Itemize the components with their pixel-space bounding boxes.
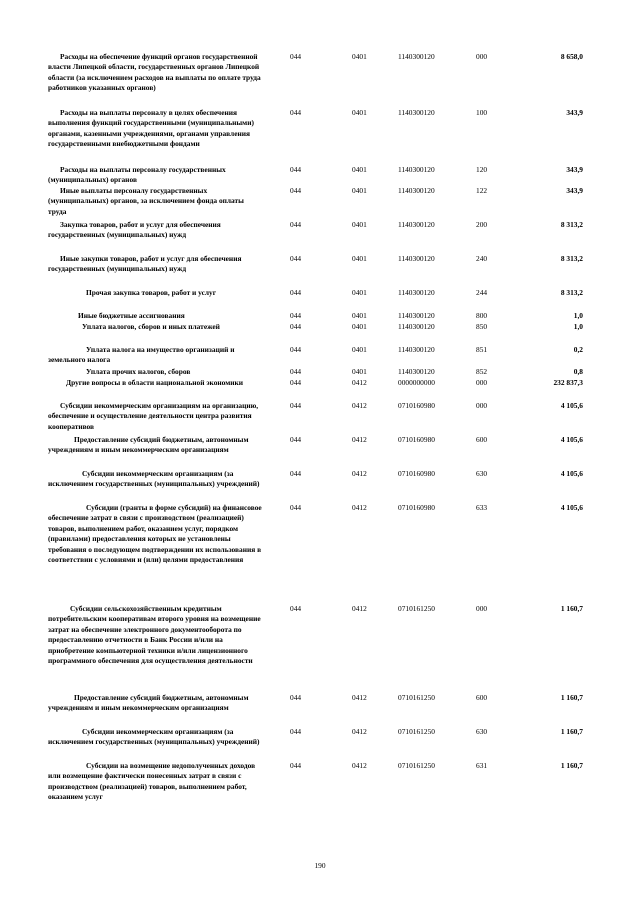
row-sum: 1,0	[573, 311, 583, 320]
row-name: Уплата прочих налогов, сборов	[86, 367, 191, 376]
row-section: 0401	[352, 52, 367, 61]
row-expense-type: 633	[476, 503, 488, 512]
row-section: 0401	[352, 288, 367, 297]
row-ved: 044	[290, 220, 302, 229]
row-sum: 8 313,2	[560, 254, 583, 263]
row-ved: 044	[290, 604, 302, 613]
row-name: Субсидии (гранты в форме субсидий) на финансовое обеспечение затрат в связи с производством (реализацией) товаров, выполнением работ, оказанием услуг, порядком (правилами) предоставления которых не установлены требования о последующем подтверждении их использования в соответствии с условиями и (или) целями предоставления	[48, 503, 262, 565]
row-expense-type: 120	[476, 165, 488, 174]
row-expense-type: 122	[476, 186, 488, 195]
row-name: Расходы на выплаты персоналу государственных (муниципальных) органов	[48, 165, 226, 185]
row-name: Иные выплаты персоналу государственных (муниципальных) органов, за исключением фонда оплаты труда	[48, 186, 244, 216]
row-target-article: 0710161250	[398, 761, 435, 770]
row-ved: 044	[290, 693, 302, 702]
row-section: 0412	[352, 693, 367, 702]
row-target-article: 1140300120	[398, 220, 435, 229]
row-name: Другие вопросы в области национальной экономики	[66, 378, 244, 387]
row-expense-type: 200	[476, 220, 488, 229]
row-expense-type: 240	[476, 254, 488, 263]
row-expense-type: 800	[476, 311, 488, 320]
row-target-article: 1140300120	[398, 345, 435, 354]
row-target-article: 1140300120	[398, 254, 435, 263]
row-target-article: 0710160980	[398, 435, 435, 444]
row-name: Закупка товаров, работ и услуг для обеспечения государственных (муниципальных) нужд	[48, 220, 221, 240]
row-ved: 044	[290, 401, 302, 410]
row-expense-type: 244	[476, 288, 488, 297]
row-sum: 1 160,7	[560, 761, 583, 770]
row-section: 0401	[352, 254, 367, 263]
row-name: Уплата налога на имущество организаций и земельного налога	[48, 345, 235, 365]
row-section: 0401	[352, 367, 367, 376]
row-ved: 044	[290, 254, 302, 263]
row-section: 0412	[352, 604, 367, 613]
row-expense-type: 100	[476, 108, 488, 117]
row-sum: 1,0	[573, 322, 583, 331]
row-section: 0412	[352, 727, 367, 736]
row-expense-type: 630	[476, 727, 488, 736]
row-sum: 343,9	[566, 165, 583, 174]
row-section: 0412	[352, 503, 367, 512]
row-ved: 044	[290, 311, 302, 320]
row-name: Субсидии сельскохозяйственным кредитным потребительским кооперативам второго уровня на возмещение затрат на обеспечение электронного документооборота по предоставлению отчетности в Банк России и/или на приобретение компьютерной техники и/или лицензионного программного обеспечения для осуществления деятельности	[48, 604, 261, 666]
row-expense-type: 000	[476, 604, 488, 613]
row-section: 0401	[352, 311, 367, 320]
row-section: 0412	[352, 378, 367, 387]
row-sum: 4 105,6	[560, 469, 583, 478]
row-target-article: 1140300120	[398, 367, 435, 376]
row-target-article: 0710161250	[398, 727, 435, 736]
row-name: Субсидии некоммерческим организациям (за исключением государственных (муниципальных) учреждений)	[48, 469, 260, 489]
row-name: Прочая закупка товаров, работ и услуг	[86, 288, 217, 297]
row-sum: 8 658,0	[560, 52, 583, 61]
row-sum: 343,9	[566, 186, 583, 195]
row-section: 0412	[352, 401, 367, 410]
row-ved: 044	[290, 165, 302, 174]
row-sum: 1 160,7	[560, 604, 583, 613]
row-section: 0401	[352, 345, 367, 354]
row-expense-type: 000	[476, 378, 488, 387]
row-sum: 8 313,2	[560, 220, 583, 229]
row-ved: 044	[290, 435, 302, 444]
row-target-article: 1140300120	[398, 288, 435, 297]
row-name: Иные бюджетные ассигнования	[78, 311, 185, 320]
row-expense-type: 851	[476, 345, 488, 354]
row-section: 0412	[352, 435, 367, 444]
row-sum: 1 160,7	[560, 727, 583, 736]
row-expense-type: 630	[476, 469, 488, 478]
row-sum: 232 837,3	[553, 378, 583, 387]
row-ved: 044	[290, 727, 302, 736]
row-section: 0412	[352, 469, 367, 478]
row-target-article: 0710160980	[398, 401, 435, 410]
row-ved: 044	[290, 186, 302, 195]
row-section: 0412	[352, 761, 367, 770]
row-target-article: 1140300120	[398, 52, 435, 61]
row-section: 0401	[352, 220, 367, 229]
row-target-article: 0000000000	[398, 378, 435, 387]
row-target-article: 1140300120	[398, 108, 435, 117]
row-name: Субсидии на возмещение недополученных доходов или возмещение фактически понесенных затрат в связи с производством (реализацией) товаров, выполнением работ, оказанием услуг	[48, 761, 256, 802]
row-name: Предоставление субсидий бюджетным, автономным учреждениям и иным некоммерческим организациям	[48, 693, 249, 713]
row-ved: 044	[290, 108, 302, 117]
row-expense-type: 852	[476, 367, 488, 376]
row-target-article: 0710161250	[398, 604, 435, 613]
page-number: 190	[314, 861, 326, 870]
row-sum: 1 160,7	[560, 693, 583, 702]
row-sum: 4 105,6	[560, 503, 583, 512]
row-ved: 044	[290, 503, 302, 512]
row-expense-type: 850	[476, 322, 488, 331]
row-sum: 0,2	[573, 345, 583, 354]
row-section: 0401	[352, 186, 367, 195]
row-sum: 343,9	[566, 108, 583, 117]
row-ved: 044	[290, 378, 302, 387]
row-ved: 044	[290, 761, 302, 770]
row-name: Иные закупки товаров, работ и услуг для обеспечения государственных (муниципальных) нужд	[48, 254, 242, 274]
row-name: Субсидии некоммерческим организациям на организацию, обеспечение и осуществление деятельности центра развития кооперативов	[48, 401, 259, 431]
row-expense-type: 631	[476, 761, 488, 770]
row-name: Уплата налогов, сборов и иных платежей	[82, 322, 220, 331]
row-ved: 044	[290, 52, 302, 61]
row-target-article: 1140300120	[398, 311, 435, 320]
row-expense-type: 000	[476, 52, 488, 61]
row-ved: 044	[290, 322, 302, 331]
row-target-article: 0710160980	[398, 503, 435, 512]
row-ved: 044	[290, 345, 302, 354]
row-target-article: 0710160980	[398, 469, 435, 478]
row-section: 0401	[352, 165, 367, 174]
row-expense-type: 600	[476, 435, 488, 444]
row-section: 0401	[352, 108, 367, 117]
row-ved: 044	[290, 469, 302, 478]
row-expense-type: 000	[476, 401, 488, 410]
row-ved: 044	[290, 288, 302, 297]
row-name: Предоставление субсидий бюджетным, автономным учреждениям и иным некоммерческим организациям	[48, 435, 249, 455]
row-sum: 8 313,2	[560, 288, 583, 297]
row-ved: 044	[290, 367, 302, 376]
row-name: Расходы на выплаты персоналу в целях обеспечения выполнения функций государственными (муниципальными) органами, казенными учреждениями, органами управления государственными внебюджетными фондами	[48, 108, 254, 149]
row-name: Расходы на обеспечение функций органов государственной власти Липецкой области, государственных органов Липецкой области (за исключением расходов на выплаты по оплате труда работников указанных органов)	[48, 52, 261, 93]
row-name: Субсидии некоммерческим организациям (за исключением государственных (муниципальных) учреждений)	[48, 727, 260, 747]
row-sum: 4 105,6	[560, 401, 583, 410]
row-target-article: 1140300120	[398, 322, 435, 331]
row-target-article: 1140300120	[398, 186, 435, 195]
row-expense-type: 600	[476, 693, 488, 702]
row-section: 0401	[352, 322, 367, 331]
row-target-article: 1140300120	[398, 165, 435, 174]
row-sum: 0,8	[573, 367, 583, 376]
row-target-article: 0710161250	[398, 693, 435, 702]
row-sum: 4 105,6	[560, 435, 583, 444]
